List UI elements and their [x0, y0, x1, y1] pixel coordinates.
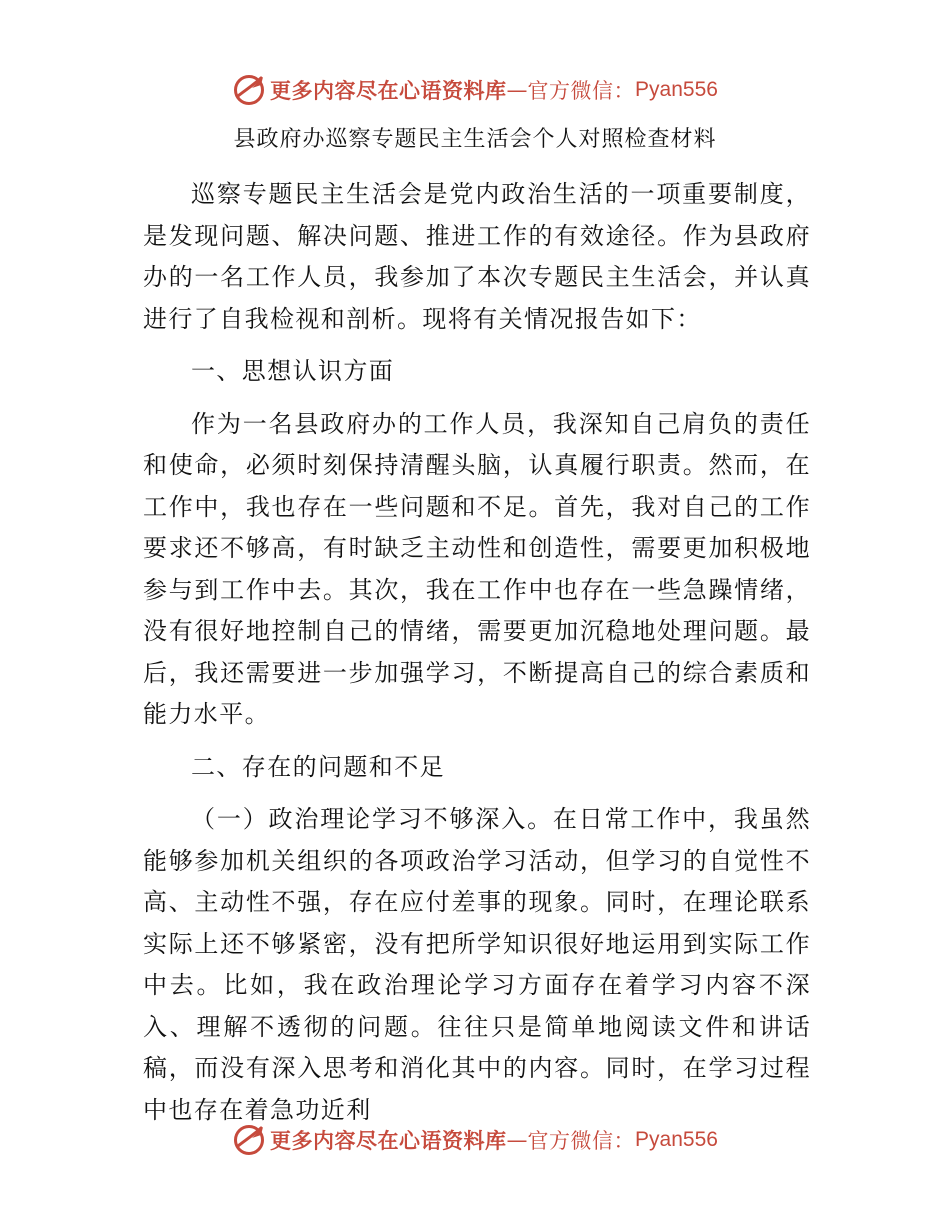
brand-logo-icon [232, 1123, 266, 1157]
watermark-wechat-id: Pyan556 [635, 78, 718, 101]
section-2-paragraph: （一）政治理论学习不够深入。在日常工作中，我虽然能够参加机关组织的各项政治学习活动，但学习的自觉性不高、主动性不强，存在应付差事的现象。同时，在理论联系实际上还不够紧密，没有把所学知识很好地运用到实际工作中去。比如，我在政治理论学习方面存在着学习内容不深入、理解不透彻的问题。往往只是简单地阅读文件和讲话稿，而没有深入思考和消化其中的内容。同时，在学习过程中也存在着急功近利 [143, 805, 811, 1124]
watermark-wechat-id: Pyan556 [635, 1128, 718, 1151]
section-heading-2: 二、存在的问题和不足 [191, 752, 445, 781]
section-1-paragraph: 作为一名县政府办的工作人员，我深知自己肩负的责任和使命，必须时刻保持清醒头脑，认真履行职责。然而，在工作中，我也存在一些问题和不足。首先，我对自己的工作要求还不够高，有时缺乏主动性和创造性，需要更加积极地参与到工作中去。其次，我在工作中也存在一些急躁情绪，没有很好地控制自己的情绪，需要更加沉稳地处理问题。最后，我还需要进一步加强学习，不断提高自己的综合素质和能力水平。 [143, 409, 811, 728]
watermark-wechat-label: 官方微信： [527, 79, 636, 103]
intro-paragraph: 巡察专题民主生活会是党内政治生活的一项重要制度，是发现问题、解决问题、推进工作的有效途径。作为县政府办的一名工作人员，我参加了本次专题民主生活会，并认真进行了自我检视和剖析。现将有关情况报告如下： [143, 180, 811, 333]
watermark-dash: — [506, 1128, 528, 1152]
document-title: 县政府办巡察专题民主生活会个人对照检查材料 [233, 127, 717, 152]
section-heading-1: 一、思想认识方面 [191, 357, 395, 385]
watermark-dash: — [506, 78, 528, 102]
watermark-wechat-label: 官方微信： [527, 1129, 636, 1153]
watermark-brand-text: 更多内容尽在心语资料库 [270, 1129, 507, 1153]
brand-logo-icon [232, 73, 266, 107]
document-body [143, 174, 811, 1142]
footer-watermark [0, 1120, 950, 1160]
watermark-brand-text: 更多内容尽在心语资料库 [270, 79, 507, 103]
header-watermark [0, 70, 950, 110]
